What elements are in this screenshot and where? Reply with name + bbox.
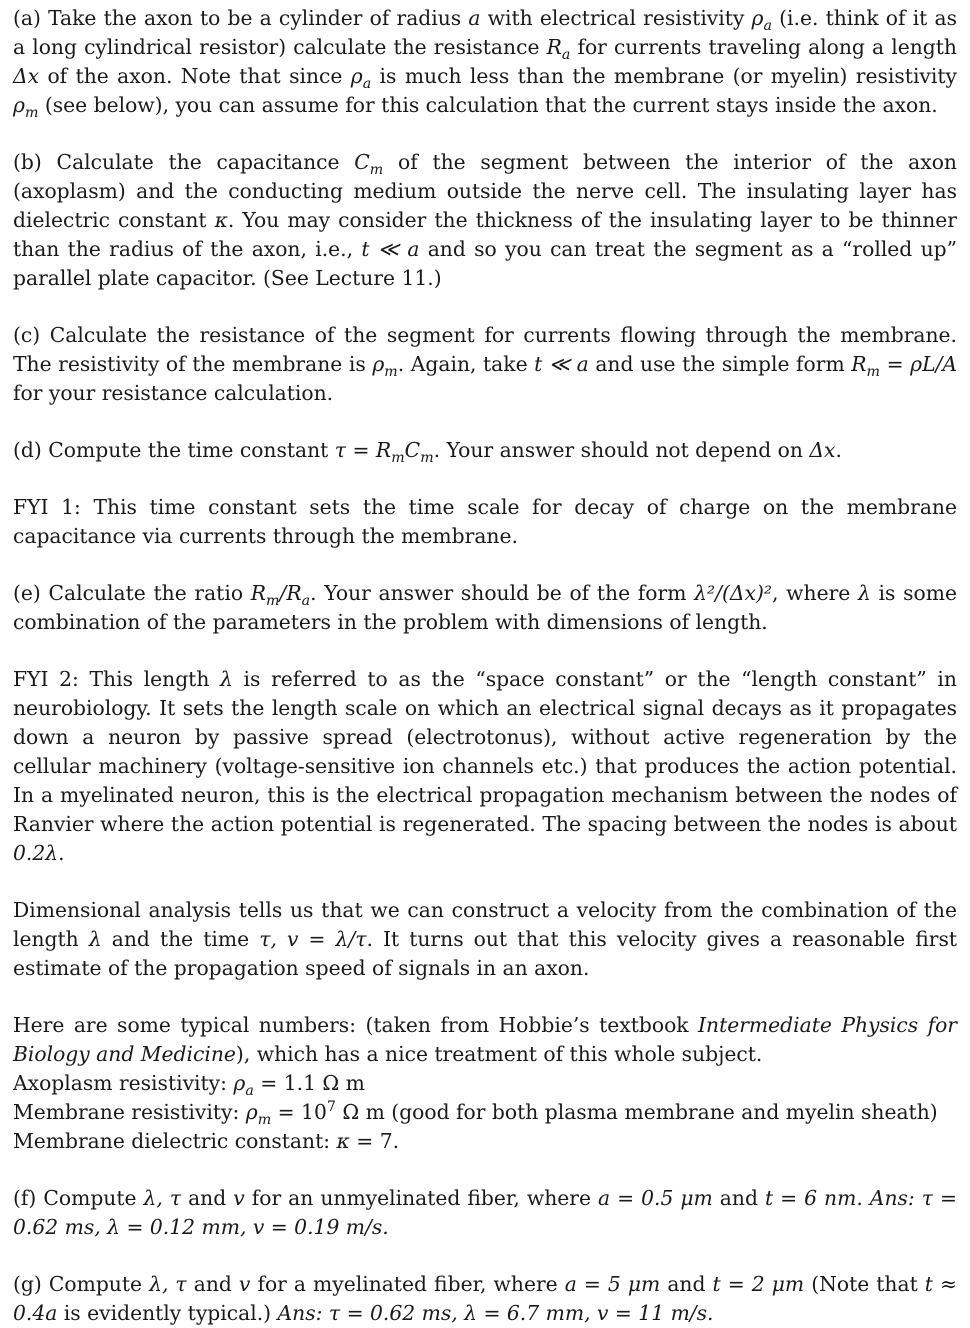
- text: Calculate the ratio: [40, 581, 251, 605]
- book-title: Intermediate Physics for Biology and Medicine: [13, 1013, 957, 1066]
- text: Calculate the capacitance: [41, 150, 355, 174]
- math: λ: [143, 1186, 157, 1210]
- part-d: [13, 436, 957, 465]
- typical-intro: [13, 1011, 957, 1069]
- answer: τ = 0.62 ms, λ = 0.12 mm, v = 0.19 m/s.: [13, 1186, 957, 1239]
- part-c: [13, 321, 957, 408]
- math: a = 0.5 μm: [597, 1186, 713, 1210]
- math: λ: [88, 927, 102, 951]
- value: 1.1 Ω m: [283, 1071, 365, 1095]
- math-tau-eq: $\tau = R_mC_m$: [334, 438, 434, 467]
- math-rho-a: $\rho_a$: [233, 1071, 254, 1100]
- math-rho-m: $\rho_m$: [245, 1100, 272, 1129]
- text: . It turns out that this velocity gives a reasonable first estimate of the propagation speed of signals in an axon.: [13, 927, 957, 980]
- typical-numbers: [13, 1011, 957, 1156]
- value: $10^7$ Ω m (good for both plasma membrane and myelin sheath): [301, 1099, 938, 1124]
- part-e-label: (e): [13, 581, 41, 605]
- math: , τ: [161, 1272, 187, 1296]
- text: for currents traveling along a length: [570, 35, 957, 59]
- math-rho-a: $\rho_a$: [751, 6, 772, 35]
- text: . Your answer should not depend on: [433, 438, 810, 462]
- math-rho-m: $\rho_m$: [13, 93, 39, 122]
- part-a: [13, 4, 957, 120]
- axoplasm-resistivity: [13, 1069, 957, 1098]
- text: . Your answer should be of the form: [310, 581, 695, 605]
- text: Compute the time constant: [41, 438, 335, 462]
- text: is some combination of the parameters in the problem with dimensions of length.: [13, 581, 957, 634]
- math: κ: [214, 208, 228, 232]
- text: with electrical resistivity: [480, 6, 752, 30]
- text: , where: [772, 581, 858, 605]
- math: t ≪ a: [361, 237, 420, 261]
- math: a: [468, 6, 481, 30]
- math: t = 2 μm: [712, 1272, 805, 1296]
- membrane-resistivity: [13, 1098, 957, 1127]
- part-b-label: (b): [13, 150, 42, 174]
- text: Calculate the resistance of the segment for currents flowing through the membrane. The resistivity of the membrane is: [13, 323, 957, 376]
- text: ), which has a nice treatment of this whole subject.: [235, 1042, 763, 1066]
- math: λ: [149, 1272, 162, 1296]
- part-a-label: (a): [13, 6, 41, 30]
- part-f: [13, 1184, 957, 1242]
- dimensional-analysis: [13, 896, 957, 983]
- math: v: [233, 1186, 245, 1210]
- part-d-label: (d): [13, 438, 42, 462]
- text: for a myelinated fiber, where: [250, 1272, 565, 1296]
- part-g: [13, 1270, 957, 1328]
- math: Δx: [13, 64, 40, 88]
- text: Compute: [41, 1272, 150, 1296]
- text: .: [58, 841, 65, 865]
- text: is much less than the membrane (or myelin) resistivity: [371, 64, 957, 88]
- part-g-label: (g): [13, 1272, 42, 1296]
- math: λ²/(Δx)²: [694, 581, 772, 605]
- math: t = 6 nm.: [764, 1186, 863, 1210]
- math: Δx: [809, 438, 836, 462]
- math: t ≪ a: [534, 352, 589, 376]
- text: of the segment between the interior of the axon (axoplasm) and the conducting medium outside the nerve cell. The insulating layer has dielectric constant: [13, 150, 957, 232]
- text: Take the axon to be a cylinder of radius: [40, 6, 469, 30]
- part-c-label: (c): [13, 323, 41, 347]
- text: Here are some typical numbers: (taken from Hobbie’s textbook: [13, 1013, 699, 1037]
- text: =: [253, 1071, 284, 1095]
- math: , v = λ/τ: [270, 927, 367, 951]
- text: for an unmyelinated fiber, where: [244, 1186, 598, 1210]
- text: and: [712, 1186, 765, 1210]
- text: is evidently typical.): [57, 1301, 278, 1325]
- text: and so you can treat the segment as a “rolled up” parallel plate capacitor. (See Lecture 11.): [13, 237, 957, 290]
- math-ratio: $R_m/R_a$: [250, 581, 311, 610]
- text: FYI 1: This time constant sets the time scale for decay of charge on the membrane capacitance via currents through the membrane.: [13, 495, 957, 548]
- math-Rm-formula: $R_m = \rho L/A$: [851, 352, 958, 381]
- math: τ: [259, 927, 271, 951]
- answer-label: Ans:: [277, 1301, 323, 1325]
- text: Dimensional analysis tells us that we can construct a velocity from the combination of the length: [13, 898, 957, 951]
- text: and: [660, 1272, 713, 1296]
- part-b: [13, 148, 957, 293]
- math-rho-m: $\rho_m$: [372, 352, 398, 381]
- text: of the axon. Note that since: [39, 64, 351, 88]
- part-e: [13, 579, 957, 637]
- text: .: [835, 438, 842, 462]
- part-f-label: (f): [13, 1186, 37, 1210]
- math: v: [238, 1272, 251, 1296]
- text: and use the simple form: [588, 352, 852, 376]
- text: (Note that: [804, 1272, 925, 1296]
- value: 7.: [379, 1129, 400, 1153]
- math: λ: [220, 667, 233, 691]
- text: for your resistance calculation.: [13, 381, 334, 405]
- math: a = 5 μm: [564, 1272, 661, 1296]
- math: κ =: [336, 1129, 380, 1153]
- text: and: [186, 1272, 239, 1296]
- text: . You may consider the thickness of the insulating layer to be thinner than the radius of the axon, i.e.,: [13, 208, 957, 261]
- text: and: [181, 1186, 234, 1210]
- text: =: [271, 1100, 302, 1124]
- text: Membrane resistivity:: [13, 1100, 246, 1124]
- math-C-m: $C_m$: [354, 150, 384, 179]
- text: (i.e. think of it as a long cylindrical resistor) calculate the resistance: [13, 6, 958, 59]
- answer-label: Ans:: [869, 1186, 915, 1210]
- text: Compute: [36, 1186, 144, 1210]
- math-rho-a: $\rho_a$: [350, 64, 372, 93]
- math: λ: [857, 581, 871, 605]
- text: FYI 2: This length: [13, 667, 221, 691]
- text: Membrane dielectric constant:: [13, 1129, 337, 1153]
- text: . Again, take: [397, 352, 535, 376]
- text: is referred to as the “space constant” or the “length constant” in neurobiology. It sets the length scale on which an electrical signal decays as it propagates down a neuron by passive spread (electrotonus), without active regeneration by the cellular machinery (voltage-sensitive ion channels etc.) that produces the action potential. In a myelinated neuron, this is the electrical propagation mechanism between the nodes of Ranvier where the action potential is regenerated. The spacing between the nodes is about: [13, 667, 957, 836]
- text: and the time: [101, 927, 260, 951]
- fyi-2: [13, 665, 957, 868]
- math: t ≈ 0.4a: [13, 1272, 957, 1325]
- answer: τ = 0.62 ms, λ = 6.7 mm, v = 11 m/s.: [328, 1301, 714, 1325]
- math: 0.2λ: [13, 841, 59, 865]
- text: Axoplasm resistivity:: [13, 1071, 234, 1095]
- math-R-a: $R_a$: [546, 35, 571, 64]
- text: (see below), you can assume for this calculation that the current stays inside the axon.: [38, 93, 938, 117]
- fyi-1: [13, 493, 957, 551]
- dielectric-constant: [13, 1127, 957, 1156]
- math: , τ: [156, 1186, 182, 1210]
